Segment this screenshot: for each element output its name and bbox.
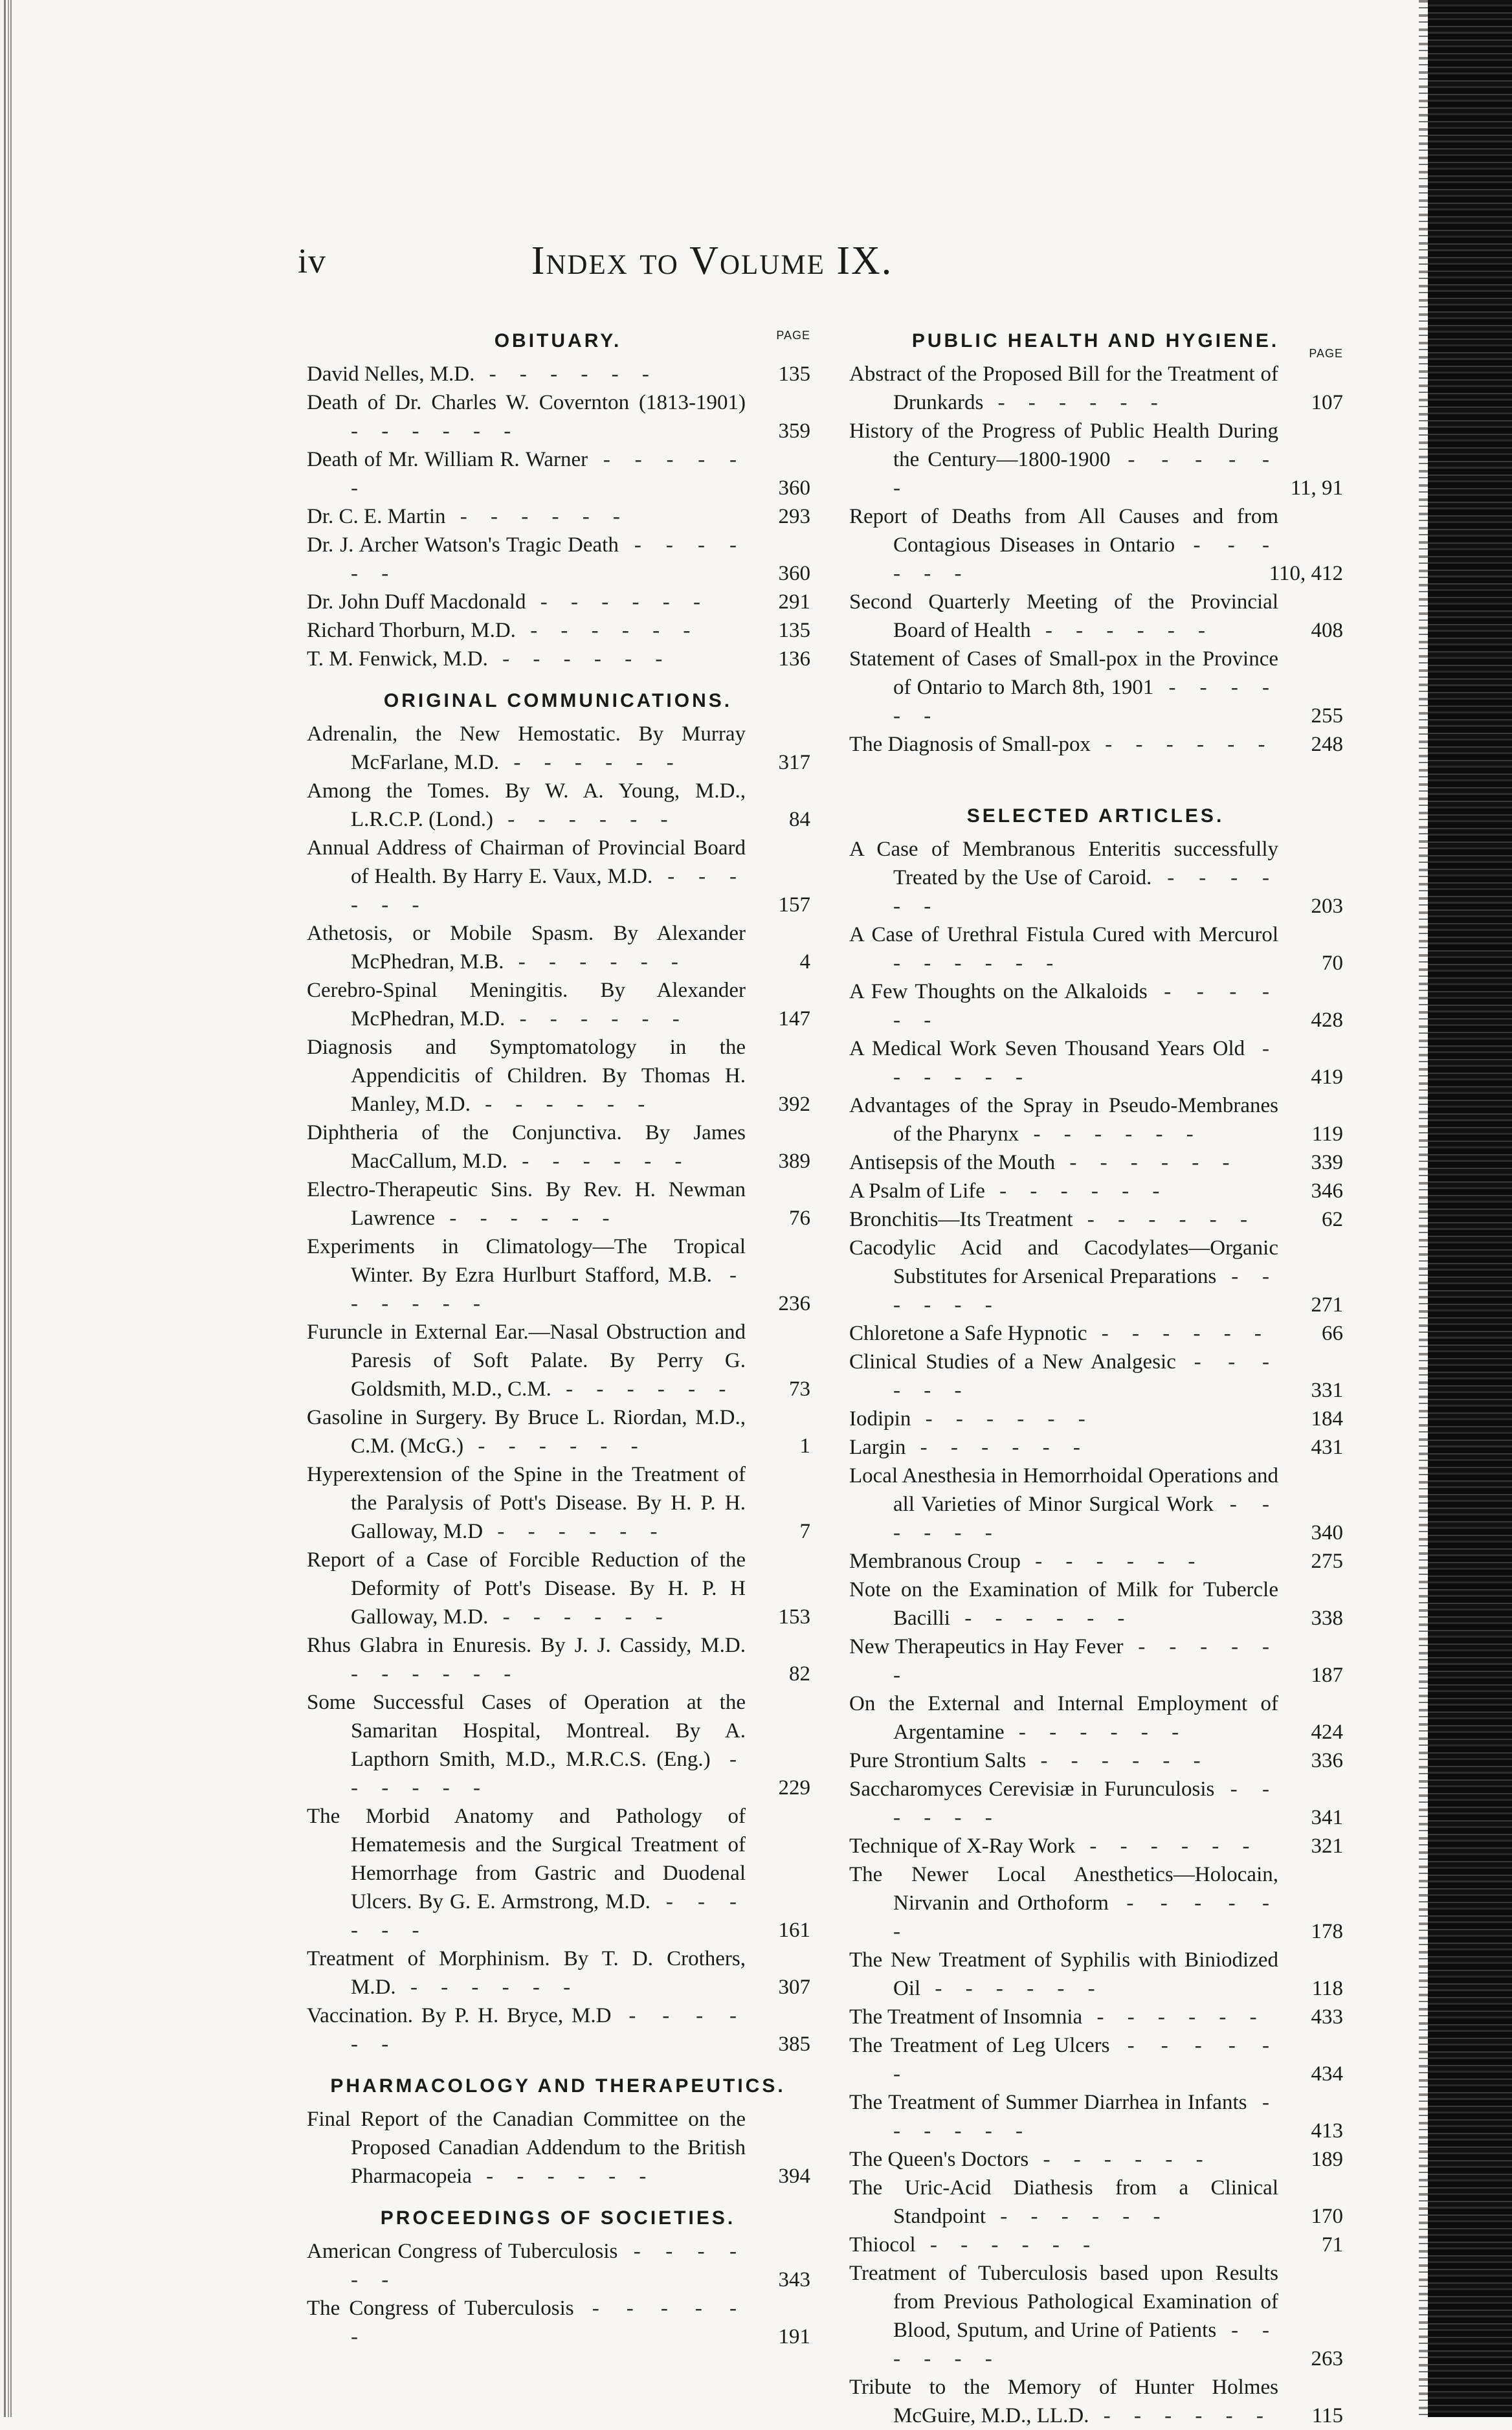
entry-title: The Treatment of Summer Diarrhea in Infants - - - [849,2088,1343,2145]
index-entry [306,1403,810,1460]
entry-page-number: 161 [778,1919,810,1942]
right-column [848,313,1343,2430]
index-entry [848,1547,1343,1576]
entry-title: Treatment of Morphinism. By T. D. Crothers, M.D. - - - [307,1945,810,2001]
entry-title: A Few Thoughts on the Alkaloids - - - [849,977,1343,1034]
entry-page-number: 359 [778,419,810,443]
entry-title: History of the Progress of Public Health During the Century—1800-1900 - - - [849,417,1343,502]
entry-page-number: 76 [789,1207,810,1230]
entry-page-number: 84 [789,808,810,831]
page-title: Index to Volume IX. [531,239,893,283]
index-entry [306,645,810,673]
entry-title: Local Anesthesia in Hemorrhoidal Operations and all Varieties of Minor Surgical Work - - - [849,1462,1343,1547]
entry-title: Treatment of Tuberculosis based upon Results from Previous Pathological Examination of Blood, Sputum, and Urine of Patients - - - [849,2259,1343,2373]
entry-title: The New Treatment of Syphilis with Biniodized Oil - - - [849,1946,1343,2003]
entry-page-number: 341 [1311,1806,1343,1829]
index-entry [306,360,810,388]
entry-page-number: 7 [799,1520,810,1543]
entry-title: Second Quarterly Meeting of the Provincial Board of Health - - - [849,588,1343,645]
entry-page-number: 66 [1322,1322,1343,1345]
entry-title: Athetosis, or Mobile Spasm. By Alexander McPhedran, M.B. - - - [307,919,810,976]
entry-title: Rhus Glabra in Enuresis. By J. J. Cassidy, M.D. - - - [307,1631,810,1688]
index-entry [848,730,1343,759]
index-entry [848,1775,1343,1832]
entry-page-number: 135 [778,362,810,386]
selected-articles-section [848,800,1343,2430]
entry-title: The Morbid Anatomy and Pathology of Hematemesis and the Surgical Treatment of Hemorrhage from Gastric and Duodenal Ulcers. By G. E. Armstrong, M.D. - - - [307,1802,810,1945]
index-entry [848,1462,1343,1547]
index-entry [306,919,810,976]
entry-page-number: 170 [1311,2205,1343,2228]
entry-title: Iodipin - - - [849,1405,1343,1433]
entry-title: Diagnosis and Symptomatology in the Appendicitis of Children. By Thomas H. Manley, M.D. - - - [307,1033,810,1119]
entry-page-number: 136 [778,647,810,671]
index-entry [306,2294,810,2351]
index-entry [306,1631,810,1688]
section-title: PUBLIC HEALTH AND HYGIENE. [911,330,1280,351]
entry-page-number: 70 [1322,952,1343,975]
entry-page-number: 343 [778,2268,810,2291]
entry-page-number: 419 [1311,1065,1343,1089]
entry-title: Diphtheria of the Conjunctiva. By James MacCallum, M.D. - - - [307,1119,810,1176]
entry-title: Pure Strontium Salts - - - [849,1746,1343,1775]
entry-title: Abstract of the Proposed Bill for the Treatment of Drunkards - - - [849,360,1343,417]
entry-page-number: 293 [778,505,810,528]
entry-page-number: 71 [1322,2233,1343,2257]
index-entry [848,360,1343,417]
entry-page-number: 153 [778,1605,810,1629]
index-entry [848,2003,1343,2031]
entry-title: The Diagnosis of Small-pox - - - [849,730,1343,759]
entry-title: The Congress of Tuberculosis - - - [307,2294,810,2351]
entry-page-number: 428 [1311,1009,1343,1032]
entry-page-number: 203 [1311,895,1343,918]
entry-page-number: 389 [778,1150,810,1173]
index-entry [848,920,1343,977]
index-entry [306,777,810,834]
entry-title: Annual Address of Chairman of Provincial Board of Health. By Harry E. Vaux, M.D. - - - [307,834,810,919]
index-entry [848,417,1343,502]
index-entry [306,1460,810,1546]
index-entry [306,531,810,588]
index-entry [848,1832,1343,1860]
index-entry [848,1177,1343,1205]
index-entry [848,2031,1343,2088]
index-entry [306,1546,810,1631]
index-entry [848,1348,1343,1405]
entry-page-number: 119 [1311,1122,1343,1146]
section-title: OBITUARY. [494,330,622,351]
entry-title: Saccharomyces Cerevisiæ in Furunculosis - - - [849,1775,1343,1832]
entry-title: Richard Thorburn, M.D. - - - [307,616,810,645]
entry-page-number: 408 [1311,619,1343,642]
entry-title: A Psalm of Life - - - [849,1177,1343,1205]
entry-page-number: 135 [778,619,810,642]
original-communications-section [306,685,810,2058]
proceedings-section [306,2202,810,2351]
entry-title: The Treatment of Insomnia - - - [849,2003,1343,2031]
entry-page-number: 157 [778,893,810,917]
index-entry [848,1689,1343,1746]
entry-title: Hyperextension of the Spine in the Treatment of the Paralysis of Pott's Disease. By H. P. H. Galloway, M.D - - - [307,1460,810,1546]
page-column-label: PAGE [1309,347,1343,360]
entry-page-number: 184 [1311,1407,1343,1431]
entry-page-number: 291 [778,590,810,614]
entry-page-number: 307 [778,1976,810,1999]
entry-title: Clinical Studies of a New Analgesic - - - [849,1348,1343,1405]
index-entry [306,1688,810,1802]
entry-page-number: 187 [1311,1664,1343,1687]
index-entry [306,445,810,502]
entry-title: Some Successful Cases of Operation at the Samaritan Hospital, Montreal. By A. Lapthorn Smith, M.D., M.R.C.S. (Eng.) - - - [307,1688,810,1802]
entry-title: Adrenalin, the New Hemostatic. By Murray McFarlane, M.D. - - - [307,720,810,777]
entry-title: The Newer Local Anesthetics—Holocain, Nirvanin and Orthoform - - - [849,1860,1343,1946]
index-entry [306,1119,810,1176]
entry-title: Chloretone a Safe Hypnotic - - - [849,1319,1343,1348]
book-binding-edge [1428,0,1512,2417]
entry-title: Cerebro-Spinal Meningitis. By Alexander McPhedran, M.D. - - - [307,976,810,1033]
index-entry [306,1318,810,1403]
entry-page-number: 82 [789,1662,810,1686]
index-entry [306,502,810,531]
index-entry [848,1746,1343,1775]
pharmacology-section [306,2070,810,2190]
entry-title: The Uric-Acid Diathesis from a Clinical Standpoint - - - [849,2174,1343,2231]
entry-page-number: 271 [1311,1293,1343,1317]
index-entry [848,2259,1343,2373]
entry-title: Advantages of the Spray in Pseudo-Membranes of the Pharynx - - - [849,1091,1343,1148]
entry-title: Dr. C. E. Martin - - - [307,502,810,531]
left-binding-rule [4,0,13,2417]
index-entry [848,2088,1343,2145]
index-entry [848,1405,1343,1433]
entry-page-number: 394 [778,2165,810,2188]
index-entry [306,1232,810,1318]
entry-page-number: 236 [778,1292,810,1315]
index-entry [848,977,1343,1034]
index-entry [306,720,810,777]
entry-title: Statement of Cases of Small-pox in the Province of Ontario to March 8th, 1901 - - - [849,645,1343,730]
left-column [306,313,810,2351]
entry-page-number: 339 [1311,1151,1343,1174]
entry-page-number: 115 [1311,2404,1343,2427]
entry-title: Final Report of the Canadian Committee on the Proposed Canadian Addendum to the British Pharmacopeia - - - [307,2105,810,2190]
index-entry [848,1148,1343,1177]
entry-title: A Case of Urethral Fistula Cured with Mercurol - - - [849,920,1343,977]
entry-page-number: 118 [1311,1977,1343,2000]
index-entry [306,2001,810,2058]
entry-page-number: 424 [1311,1721,1343,1744]
entry-page-number: 62 [1322,1208,1343,1231]
index-entry [848,2373,1343,2430]
entry-title: Electro-Therapeutic Sins. By Rev. H. Newman Lawrence - - - [307,1176,810,1232]
entry-title: Dr. John Duff Macdonald - - - [307,588,810,616]
index-entry [306,588,810,616]
entry-page-number: 191 [778,2325,810,2348]
entry-title: The Treatment of Leg Ulcers - - - [849,2031,1343,2088]
index-entry [848,1205,1343,1234]
entry-title: A Medical Work Seven Thousand Years Old - - - [849,1034,1343,1091]
entry-page-number: 346 [1311,1179,1343,1203]
entry-title: Membranous Croup - - - [849,1547,1343,1576]
index-entry [848,1946,1343,2003]
index-entry [848,1433,1343,1462]
entry-page-number: 255 [1311,704,1343,728]
entry-title: On the External and Internal Employment of Argentamine - - - [849,1689,1343,1746]
entry-title: The Queen's Doctors - - - [849,2145,1343,2174]
index-entry [848,2231,1343,2259]
entry-page-number: 336 [1311,1749,1343,1772]
entry-page-number: 107 [1311,391,1343,414]
index-entry [848,835,1343,920]
entry-title: David Nelles, M.D. - - - [307,360,810,388]
entry-title: Death of Mr. William R. Warner - - - [307,445,810,502]
entry-title: A Case of Membranous Enteritis successfully Treated by the Use of Caroid. - - - [849,835,1343,920]
entry-title: Death of Dr. Charles W. Covernton (1813-1901) - - - [307,388,810,445]
index-entry [306,616,810,645]
entry-page-number: 360 [778,476,810,500]
public-health-section [848,325,1343,759]
entry-page-number: 110, 412 [1269,562,1343,585]
entry-page-number: 11, 91 [1290,476,1343,500]
entry-page-number: 321 [1311,1834,1343,1858]
entry-page-number: 229 [778,1776,810,1800]
entry-page-number: 73 [789,1377,810,1401]
index-entry [848,1234,1343,1319]
index-entry [848,1091,1343,1148]
index-entry [306,834,810,919]
entry-title: Thiocol - - - [849,2231,1343,2259]
page-column-label: PAGE [776,329,810,342]
entry-title: Dr. J. Archer Watson's Tragic Death - - - [307,531,810,588]
index-entry [848,645,1343,730]
index-entry [848,1319,1343,1348]
index-entry [306,1176,810,1232]
entry-page-number: 248 [1311,733,1343,756]
index-entry [848,2174,1343,2231]
index-entry [848,1633,1343,1689]
entry-page-number: 433 [1311,2005,1343,2029]
entry-title: Furuncle in External Ear.—Nasal Obstruction and Paresis of Soft Palate. By Perry G. Goldsmith, M.D., C.M. - - - [307,1318,810,1403]
index-entry [848,588,1343,645]
entry-page-number: 1 [799,1434,810,1458]
entry-page-number: 385 [778,2033,810,2056]
entry-page-number: 275 [1311,1550,1343,1573]
section-spacer [848,759,1343,788]
entry-page-number: 317 [778,751,810,774]
section-title: PROCEEDINGS OF SOCIETIES. [380,2207,736,2229]
entry-page-number: 178 [1311,1920,1343,1943]
index-entry [306,976,810,1033]
index-entry [306,388,810,445]
entry-title: Experiments in Climatology—The Tropical Winter. By Ezra Hurlburt Stafford, M.B. - - - [307,1232,810,1318]
entry-title: Cacodylic Acid and Cacodylates—Organic Substitutes for Arsenical Preparations - - - [849,1234,1343,1319]
obituary-section [306,325,810,673]
index-entry [306,2237,810,2294]
section-title: PHARMACOLOGY AND THERAPEUTICS. [330,2075,786,2097]
entry-page-number: 413 [1311,2119,1343,2143]
entry-page-number: 392 [778,1093,810,1116]
index-entry [306,2105,810,2190]
entry-page-number: 434 [1311,2062,1343,2086]
index-entry [848,502,1343,588]
entry-title: Largin - - - [849,1433,1343,1462]
entry-title: New Therapeutics in Hay Fever - - - [849,1633,1343,1689]
index-entry [848,1576,1343,1633]
entry-page-number: 263 [1311,2347,1343,2370]
entry-page-number: 147 [778,1007,810,1031]
section-title: SELECTED ARTICLES. [966,805,1225,827]
index-entry [306,1033,810,1119]
entry-title: Among the Tomes. By W. A. Young, M.D., L.R.C.P. (Lond.) - - - [307,777,810,834]
entry-title: Gasoline in Surgery. By Bruce L. Riordan, M.D., C.M. (McG.) - - - [307,1403,810,1460]
entry-title: Report of a Case of Forcible Reduction of the Deformity of Pott's Disease. By H. P. H Galloway, M.D. - - - [307,1546,810,1631]
entry-page-number: 340 [1311,1521,1343,1544]
entry-page-number: 331 [1311,1379,1343,1402]
page-number: iv [298,241,327,280]
entry-title: Vaccination. By P. H. Bryce, M.D - - - [307,2001,810,2058]
entry-page-number: 338 [1311,1607,1343,1630]
index-entry [306,1945,810,2001]
entry-title: Bronchitis—Its Treatment - - - [849,1205,1343,1234]
entry-title: Technique of X-Ray Work - - - [849,1832,1343,1860]
entry-title: Report of Deaths from All Causes and from Contagious Diseases in Ontario - - - [849,502,1343,588]
entry-title: Tribute to the Memory of Hunter Holmes McGuire, M.D., LL.D. - - - [849,2373,1343,2430]
index-entry [848,1034,1343,1091]
index-entry [848,1860,1343,1946]
entry-page-number: 431 [1311,1436,1343,1459]
entry-page-number: 4 [799,950,810,974]
entry-page-number: 189 [1311,2148,1343,2171]
entry-title: T. M. Fenwick, M.D. - - - [307,645,810,673]
section-title: ORIGINAL COMMUNICATIONS. [383,690,733,711]
index-entry [848,2145,1343,2174]
entry-title: American Congress of Tuberculosis - - - [307,2237,810,2294]
entry-page-number: 360 [778,562,810,585]
index-entry [306,1802,810,1945]
entry-title: Antisepsis of the Mouth - - - [849,1148,1343,1177]
entry-title: Note on the Examination of Milk for Tubercle Bacilli - - - [849,1576,1343,1633]
